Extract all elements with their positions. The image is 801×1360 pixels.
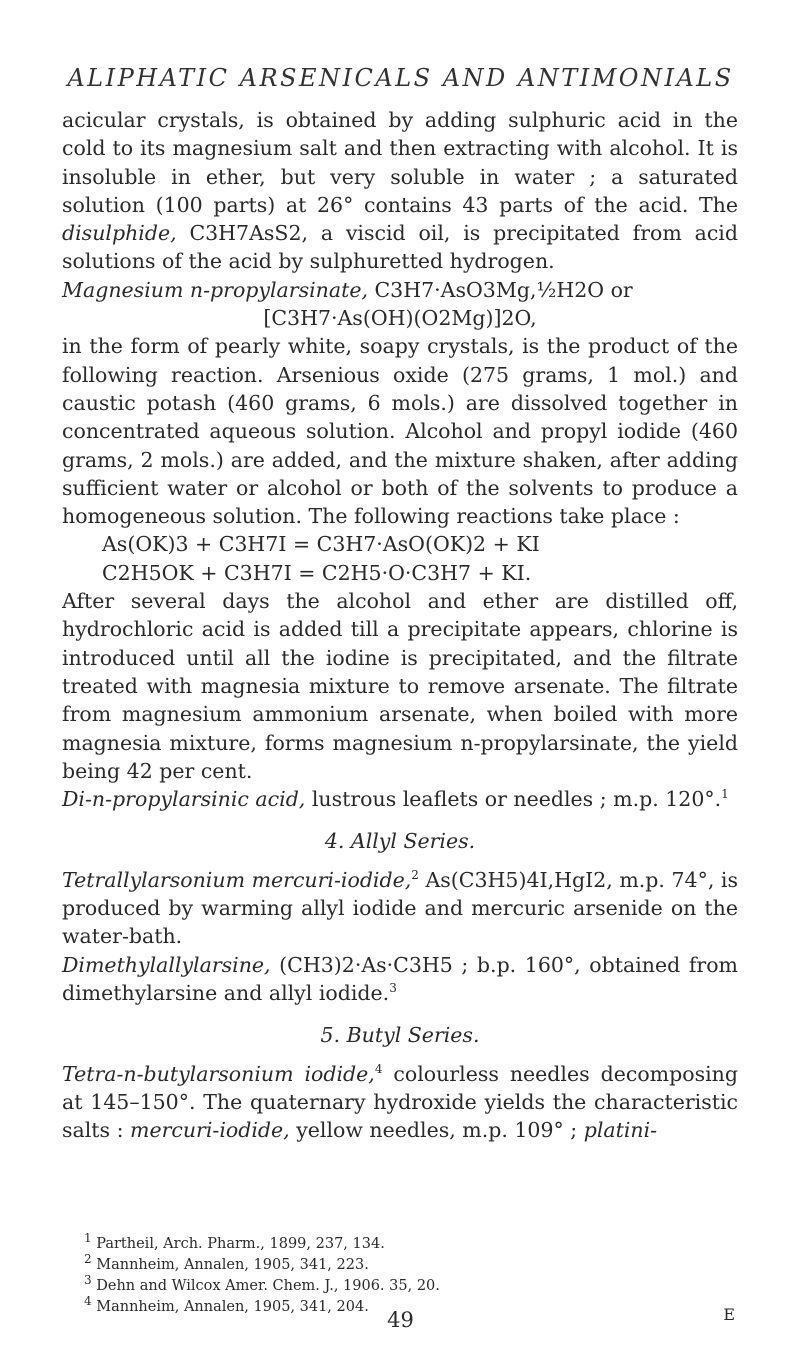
footnote-text: Mannheim, Annalen, 1905, 341, 223. [96, 1257, 369, 1273]
section-heading-allyl [62, 827, 738, 855]
p4-text: lustrous leaflets or needles ; m.p. 120°. [305, 787, 722, 812]
allyl-series-heading: 4. Allyl Series. [324, 829, 476, 854]
platini-term: platini- [583, 1118, 658, 1143]
equation-2: C2H5OK + C3H7I = C2H5·O·C3H7 + KI. [102, 560, 532, 585]
p2-formula-2: [C3H7·As(OH)(O2Mg)]2O, [263, 306, 537, 331]
paragraph-6 [62, 951, 738, 1008]
p7-text-b: yellow needles, m.p. 109° ; [289, 1118, 584, 1143]
footnote-number: 3 [84, 1273, 92, 1288]
p2-formula-1: C3H7·AsO3Mg,½H2O or [374, 277, 633, 302]
p1-tail: , a viscid oil, is precipitated from acid solutions of the acid by sulphuretted hydrogen. [62, 221, 738, 274]
body-text [62, 106, 738, 1144]
dimethylallylarsine-title: Dimethylallylarsine, [62, 952, 271, 977]
footnote-ref-4: 4 [374, 1061, 383, 1076]
paragraph-2: in the form of pearly white, soapy crystals, is the product of the following reaction. Arsenious oxide (275 grams, 1 mol.) and caustic potash (460 grams, 6 mols.) are dissolved together in concentrated aqueous solution. Alcohol and propyl iodide (460 grams, 2 mols.) are added, and the mixture shaken, after adding sufficient water or alcohol or both of the solvents to produce a homogeneous solution. The following reactions take place : [62, 334, 738, 529]
footnote [84, 1252, 738, 1276]
dipropylarsinic-title: Di-n-propylarsinic acid, [62, 787, 306, 812]
paragraph-3: After several days the alcohol and ether are distilled off, hydrochloric acid is added till a precipitate appears, chlorine is introduced until all the iodine is precipitated, and the filtrate treated with magnesia mixture to remove arsenate. The filtrate from magnesium ammonium arsenate, when boiled with more magnesia mixture, forms magnesium n-propylarsinate, the yield being 42 per cent. [62, 589, 738, 783]
paragraph-7 [62, 1060, 738, 1145]
mercuri-iodide-term: mercuri-iodide, [130, 1118, 290, 1143]
footnote-ref-2: 2 [411, 867, 419, 882]
running-header: ALIPHATIC ARSENICALS AND ANTIMONIALS [67, 64, 734, 92]
paragraph-4 [62, 785, 738, 813]
footnote-text: Partheil, Arch. Pharm., 1899, 237, 134. [96, 1236, 385, 1252]
footnote-number: 1 [84, 1231, 92, 1246]
p7-text-a: colourless needles decomposing at 145–150°. The quaternary hydroxide yields the characteristic salts : [62, 1061, 738, 1143]
footnote-text: Dehn and Wilcox Amer. Chem. J., 1906. 35, 20. [96, 1278, 440, 1294]
butyl-series-heading: 5. Butyl Series. [320, 1023, 480, 1048]
paragraph-5 [62, 866, 738, 951]
footnote [84, 1231, 738, 1255]
footnote [84, 1273, 738, 1297]
section-heading-butyl [62, 1021, 738, 1049]
footnote-number: 4 [84, 1294, 92, 1309]
signature-mark: E [723, 1305, 735, 1324]
footnote-ref-1: 1 [721, 787, 729, 802]
page-number: 49 [387, 1308, 414, 1332]
p1-formula: C3H7AsS2 [189, 221, 302, 246]
disulphide-term: disulphide, [62, 221, 177, 246]
footnotes [62, 1231, 738, 1318]
footnote-text: Mannheim, Annalen, 1905, 341, 204. [96, 1299, 369, 1315]
p5-text: As(C3H5)4I,HgI2, m.p. 74°, is produced by warming allyl iodide and mercuric arsenide on the water-bath. [62, 867, 738, 949]
p6-text: (CH3)2·As·C3H5 ; b.p. 160°, obtained from dimethylarsine and allyl iodide. [62, 952, 738, 1005]
footnote-number: 2 [84, 1252, 92, 1267]
equation-1: As(OK)3 + C3H7I = C3H7·AsO(OK)2 + KI [102, 532, 540, 557]
p1-text: acicular crystals, is obtained by adding sulphuric acid in the cold to its magnesium salt and then extracting with alcohol. It is insoluble in ether, but very soluble in water ; a saturated solution (100 parts) at 26° contains 43 parts of the acid. The [62, 108, 738, 217]
tetrabutylarsonium-title: Tetra-n-butylarsonium iodide, [62, 1061, 375, 1086]
tetrallylarsonium-title: Tetrallylarsonium mercuri-iodide, [62, 867, 412, 892]
footnote-ref-3: 3 [389, 981, 397, 996]
p2-formula-2-line [62, 304, 738, 332]
magnesium-propylarsinate-title: Magnesium n-propylarsinate, [62, 277, 368, 302]
paragraph-1 [62, 106, 738, 276]
paragraph-2-heading [62, 276, 738, 304]
